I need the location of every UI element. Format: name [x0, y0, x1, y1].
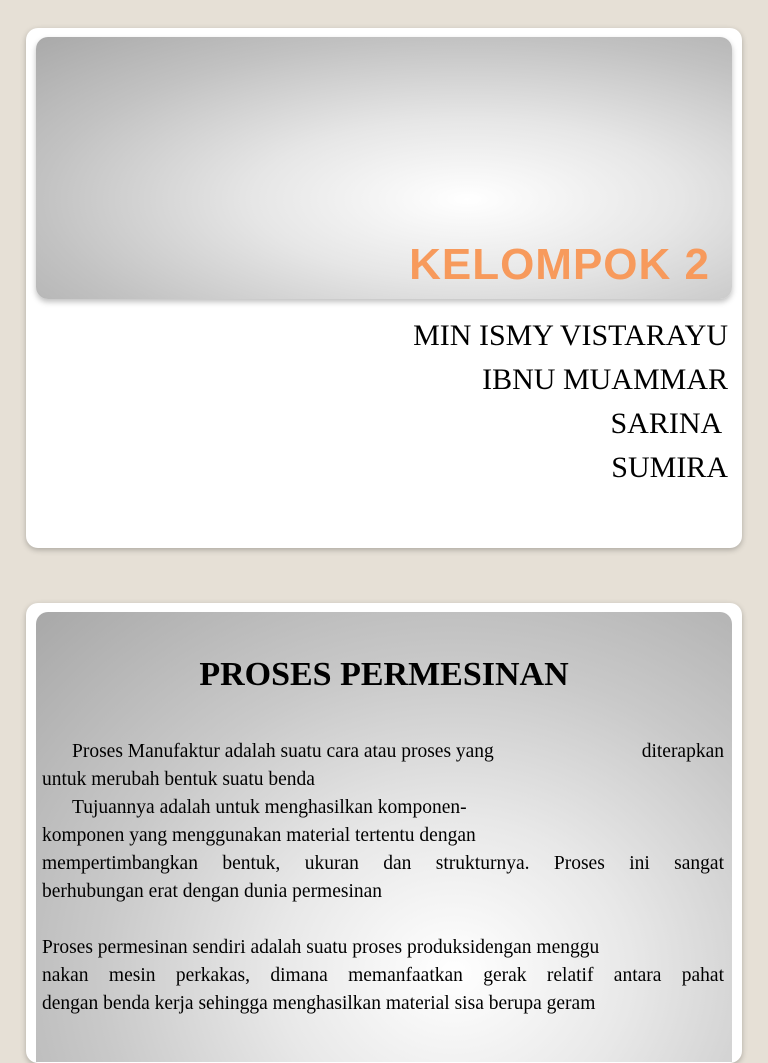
paragraph-1 [42, 738, 724, 794]
slide-2 [26, 603, 742, 1063]
text-line: Tujuannya adalah untuk menghasilkan komponen- [72, 797, 467, 818]
paragraph-3 [42, 934, 724, 1018]
text-line: berhubungan erat dengan dunia permesinan [42, 881, 383, 902]
text-line: komponen yang menggunakan material tertentu dengan [42, 825, 476, 846]
content-panel [36, 612, 732, 1062]
member-names [413, 314, 728, 490]
text-line: untuk merubah bentuk suatu benda [42, 769, 315, 790]
member-name: SARINA [610, 407, 728, 440]
paragraph-2 [42, 794, 724, 906]
slide-body [42, 738, 724, 1018]
text-line: dengan benda kerja sehingga menghasilkan material sisa berupa geram [42, 993, 596, 1014]
slide-1 [26, 28, 742, 548]
text-line: Proses permesinan sendiri adalah suatu proses produksidengan menggu [42, 937, 600, 958]
member-name: IBNU MUAMMAR [482, 363, 728, 396]
member-name: MIN ISMY VISTARAYU [413, 319, 728, 352]
slide-1-title: KELOMPOK 2 [409, 240, 710, 289]
text-line: diterapkan [641, 741, 724, 762]
slide-2-title: PROSES PERMESINAN [199, 656, 569, 693]
text-line: Proses Manufaktur adalah suatu cara atau proses yang [72, 741, 494, 762]
text-line: mempertimbangkan bentuk, ukuran dan strukturnya. Proses ini sangat [42, 853, 724, 874]
text-line: nakan mesin perkakas, dimana memanfaatkan gerak relatif antara pahat [42, 965, 724, 986]
member-name: SUMIRA [611, 451, 728, 484]
